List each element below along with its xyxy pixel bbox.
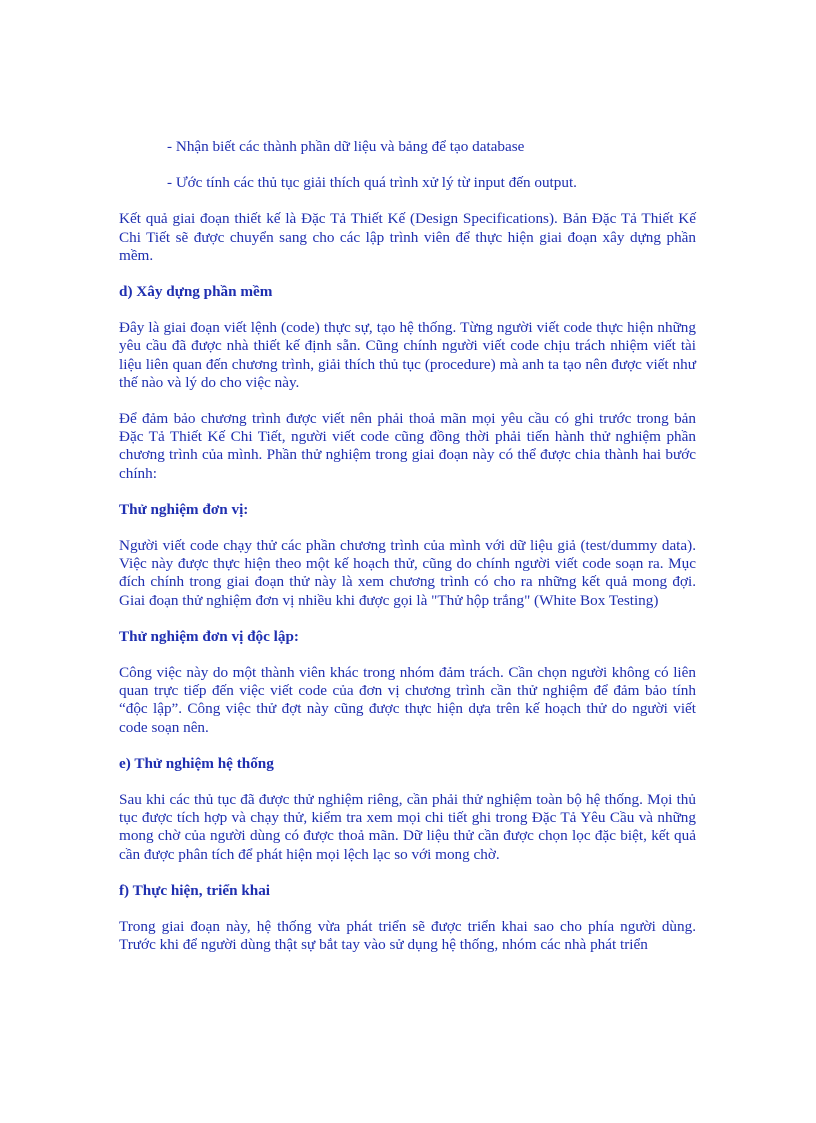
paragraph-unit-test: Người viết code chạy thử các phần chương trình của mình với dữ liệu giả (test/dummy data). Việc này được thực hiện theo một kế hoạch thử, cũng do chính người viết code soạn ra. Mục đích chính trong giai đoạn thử này là xem chương trình có cho ra những kết quả mong đợi. Giai đoạn thử nghiệm đơn vị nhiều khi được gọi là "Thử hộp trắng" (White Box Testing) xyxy=(119,537,696,609)
paragraph-system-test: Sau khi các thủ tục đã được thử nghiệm riêng, cần phải thử nghiệm toàn bộ hệ thống. Mọi thủ tục được tích hợp và chạy thử, kiểm tra xem mọi chi tiết ghi trong Đặc Tả Yêu Cầu và những mong chờ của người dùng có được thoả mãn. Dữ liệu thử cần được chọn lọc đặc biệt, kết quả cần được phân tích để phát hiện mọi lệch lạc so với mong chờ. xyxy=(119,791,696,863)
heading-build-software: d) Xây dựng phần mềm xyxy=(119,283,273,301)
paragraph-deployment: Trong giai đoạn này, hệ thống vừa phát triển sẽ được triển khai sao cho phía người dùng. Trước khi để người dùng thật sự bắt tay vào sử dụng hệ thống, nhóm các nhà phát triển xyxy=(119,918,696,954)
paragraph-build-1: Đây là giai đoạn viết lệnh (code) thực sự, tạo hệ thống. Từng người viết code thực hiện những yêu cầu đã được nhà thiết kế định sẵn. Cũng chính người viết code chịu trách nhiệm viết tài liệu liên quan đến chương trình, giải thích thủ tục (procedure) mà anh ta tạo nên được viết như thế nào và lý do cho việc này. xyxy=(119,319,696,391)
bullet-estimate-procedures: - Ước tính các thủ tục giải thích quá trình xử lý từ input đến output. xyxy=(167,174,577,192)
paragraph-build-2: Để đảm bảo chương trình được viết nên phải thoả mãn mọi yêu cầu có ghi trước trong bản Đặc Tả Thiết Kế Chi Tiết, người viết code cũng đồng thời phải tiến hành thử nghiệm phần chương trình của mình. Phần thử nghiệm trong giai đoạn này có thể được chia thành hai bước chính: xyxy=(119,410,696,482)
heading-unit-test: Thử nghiệm đơn vị: xyxy=(119,500,249,518)
heading-system-test: e) Thử nghiệm hệ thống xyxy=(119,754,274,772)
bullet-identify-data: - Nhận biết các thành phần dữ liệu và bảng để tạo database xyxy=(167,138,525,155)
heading-deployment: f) Thực hiện, triển khai xyxy=(119,881,271,899)
paragraph-independent-unit-test: Công việc này do một thành viên khác trong nhóm đảm trách. Cần chọn người không có liên quan trực tiếp đến việc viết code của đơn vị chương trình cần thử nghiệm để đảm bảo tính “độc lập”. Công việc thử đợt này cũng được thực hiện dựa trên kế hoạch thử do người viết code soạn nên. xyxy=(119,664,696,736)
paragraph-design-result: Kết quả giai đoạn thiết kế là Đặc Tả Thiết Kế (Design Specifications). Bản Đặc Tả Thiết Kế Chi Tiết sẽ được chuyển sang cho các lập trình viên để thực hiện giai đoạn xây dựng phần mềm. xyxy=(119,210,696,264)
heading-independent-unit-test: Thử nghiệm đơn vị độc lập: xyxy=(119,627,299,645)
